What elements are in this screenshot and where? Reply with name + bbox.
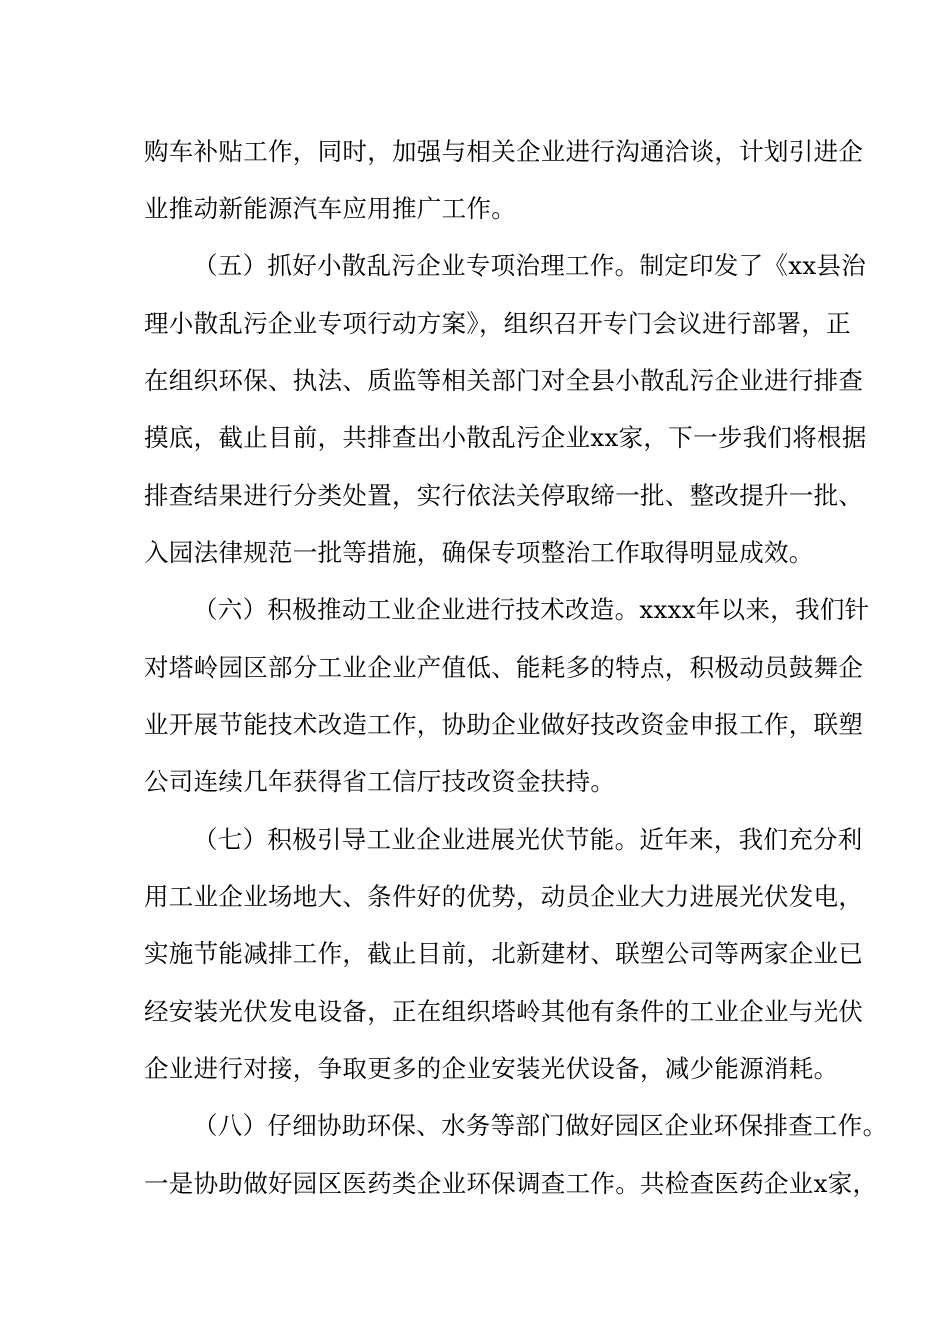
body-text-line: 经安装光伏发电设备，正在组织塔岭其他有条件的工业企业与光伏 <box>144 997 864 1026</box>
body-text-line: 摸底，截止目前，共排查出小散乱污企业xx家，下一步我们将根据 <box>144 423 867 452</box>
body-text-line: 入园法律规范一批等措施，确保专项整治工作取得明显成效。 <box>144 538 814 567</box>
body-text-line: 业开展节能技术改造工作，协助企业做好技改资金申报工作，联塑 <box>144 710 864 739</box>
body-text-line: 实施节能减排工作，截止目前，北新建材、联塑公司等两家企业已 <box>144 939 864 968</box>
body-text-line: 对塔岭园区部分工业企业产值低、能耗多的特点，积极动员鼓舞企 <box>144 653 864 682</box>
paragraph-heading-8: （八）仔细协助环保、水务等部门做好园区企业环保排查工作。 <box>193 1111 888 1140</box>
paragraph-heading-7: （七）积极引导工业企业进展光伏节能。近年来，我们充分利 <box>193 825 863 854</box>
body-text-line: 公司连续几年获得省工信厅技改资金扶持。 <box>144 767 616 796</box>
body-text-line: 购车补贴工作，同时，加强与相关企业进行沟通洽谈，计划引进企 <box>144 137 864 166</box>
body-text-line: 一是协助做好园区医药类企业环保调查工作。共检查医药企业x家， <box>144 1169 878 1198</box>
body-text-line: 企业进行对接，争取更多的企业安装光伏设备，减少能源消耗。 <box>144 1054 839 1083</box>
body-text-line: 在组织环保、执法、质监等相关部门对全县小散乱污企业进行排查 <box>144 366 864 395</box>
paragraph-heading-5: （五）抓好小散乱污企业专项治理工作。制定印发了《xx县治 <box>193 251 867 280</box>
body-text-line: 业推动新能源汽车应用推广工作。 <box>144 194 516 223</box>
body-text-line: 理小散乱污企业专项行动方案》，组织召开专门会议进行部署，正 <box>144 309 851 338</box>
body-text-line: 排查结果进行分类处置，实行依法关停取缔一批、整改提升一批、 <box>144 481 864 510</box>
paragraph-heading-6: （六）积极推动工业企业进行技术改造。xxxx年以来，我们针 <box>193 595 870 624</box>
body-text-line: 用工业企业场地大、条件好的优势，动员企业大力进展光伏发电， <box>144 882 864 911</box>
